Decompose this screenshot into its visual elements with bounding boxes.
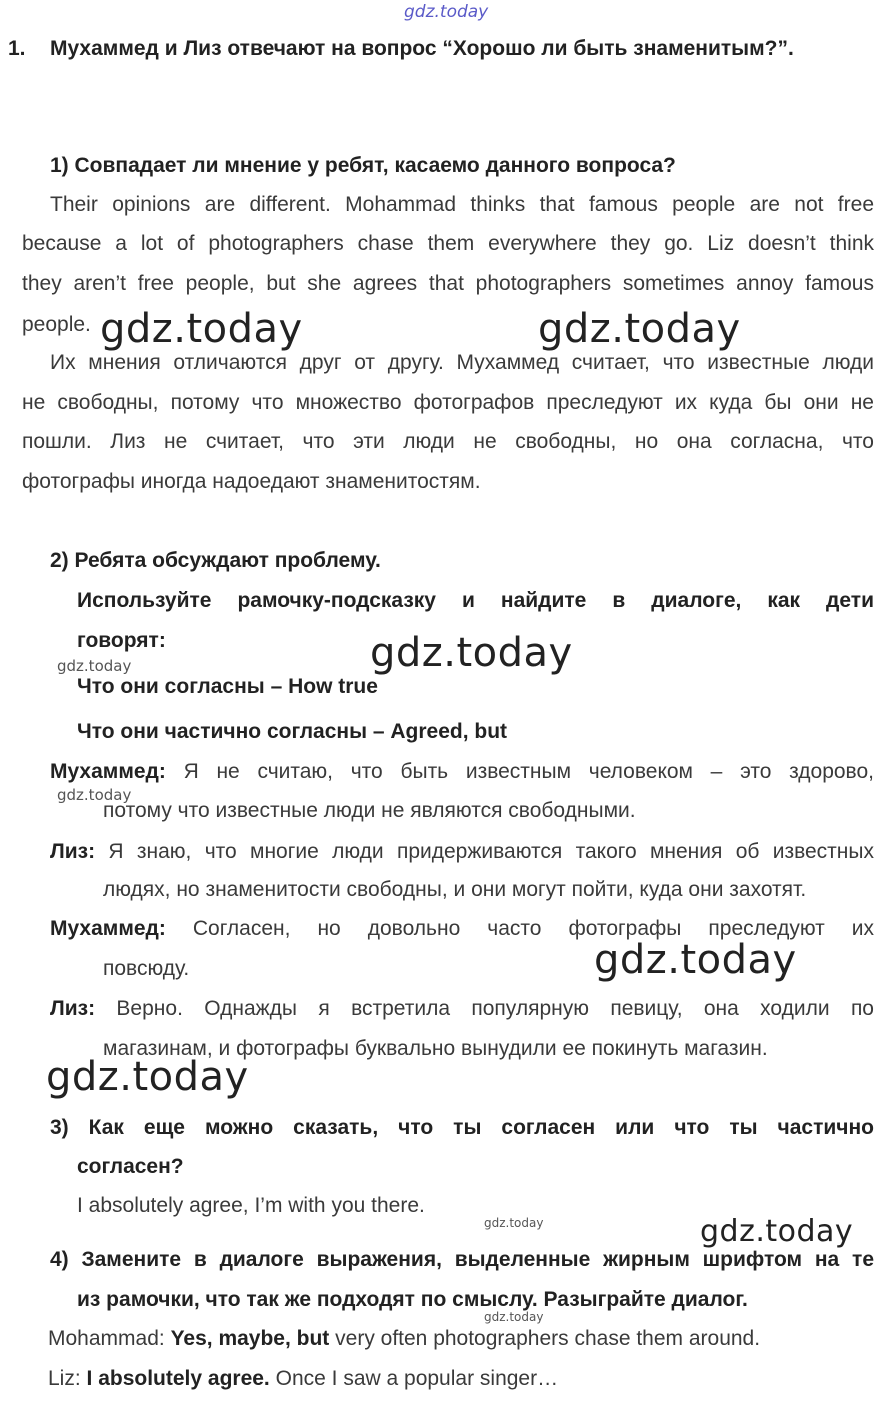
watermark: gdz.today [370,630,573,676]
dialogue-text: very often photographers chase them around. [335,1327,761,1350]
dialogue-text: людях, но знаменитости свободны, и они могут пойти, куда они захотят. [103,878,807,901]
dialogue-text: повсюду. [103,957,190,980]
partial-agree-phrase: Что они частично согласны – Agreed, but [77,720,508,743]
dialogue-text: Я знаю, что многие люди придерживаются такого мнения об известных [108,840,874,863]
answer-4-line [48,1326,760,1352]
watermark-top: gdz.today [404,2,489,22]
watermark: gdz.today [484,1310,544,1324]
dialogue-text: Согласен, но довольно часто фотографы преследуют их [192,917,874,940]
bold-phrase: I absolutely agree. [86,1367,270,1390]
agree-phrase: Что они согласны – How true [77,675,378,698]
question-1-label: 1) Совпадает ли мнение у ребят, касаемо данного вопроса? [50,154,676,177]
dialogue-line [50,839,874,865]
answer-1-ru-line: пошли. Лиз не считает, что эти люди не свободны, но она согласна, что [22,430,874,453]
dialogue-text: Once I saw a popular singer… [275,1367,559,1390]
answer-3: I absolutely agree, I’m with you there. [77,1194,425,1217]
answer-1-en-line: because a lot of photographers chase them everywhere they go. Liz doesn’t think [22,232,874,255]
dialogue-line [50,759,874,785]
answer-1-en-line: they aren’t free people, but she agrees that photographers sometimes annoy famous [22,272,874,295]
dialogue-text: Верно. Однажды я встретила популярную певицу, она ходили по [116,997,874,1020]
answer-1-ru-line: фотографы иногда надоедают знаменитостям. [22,470,481,493]
dialogue-text: потому что известные люди не являются свободными. [103,799,636,822]
answer-1-en-line: people. [22,313,91,336]
speaker: Mohammad: [48,1327,165,1350]
task-number: 1. [8,37,26,60]
watermark: gdz.today [700,1214,854,1249]
speaker: Лиз: [50,997,96,1020]
bold-phrase: Yes, maybe, but [170,1327,330,1350]
dialogue-text: Я не считаю, что быть известным человеком – это здорово, [183,760,874,783]
speaker: Мухаммед: [50,917,166,940]
watermark: gdz.today [538,306,741,352]
watermark: gdz.today [57,786,132,804]
speaker: Мухаммед: [50,760,166,783]
question-4-label: из рамочки, что так же подходят по смыслу. Разыграйте диалог. [77,1288,748,1311]
question-3-label: согласен? [77,1155,184,1178]
watermark: gdz.today [57,657,132,675]
question-2-instruction: Используйте рамочку-подсказку и найдите в диалоге, как дети [77,589,874,612]
watermark: gdz.today [46,1054,249,1100]
question-3-label: 3) Как еще можно сказать, что ты согласен или что ты частично [50,1116,874,1139]
answer-1-ru-line: Их мнения отличаются друг от другу. Мухаммед считает, что известные люди [50,351,874,374]
watermark: gdz.today [594,937,797,983]
answer-1-en-line: Their opinions are different. Mohammad thinks that famous people are not free [50,193,874,216]
question-2-label: 2) Ребята обсуждают проблему. [50,549,381,572]
watermark: gdz.today [484,1216,544,1230]
dialogue-line [50,996,874,1022]
task-title: Мухаммед и Лиз отвечают на вопрос “Хорошо ли быть знаменитым?”. [50,37,794,60]
question-2-instruction: говорят: [77,629,166,652]
answer-1-ru-line: не свободны, потому что множество фотографов преследуют их куда бы они не [22,391,874,414]
watermark: gdz.today [100,306,303,352]
dialogue-text: магазинам, и фотографы буквально вынудили ее покинуть магазин. [103,1037,768,1060]
speaker: Liz: [48,1367,81,1390]
speaker: Лиз: [50,840,96,863]
answer-4-line [48,1366,558,1392]
question-4-label: 4) Замените в диалоге выражения, выделенные жирным шрифтом на те [50,1248,874,1271]
